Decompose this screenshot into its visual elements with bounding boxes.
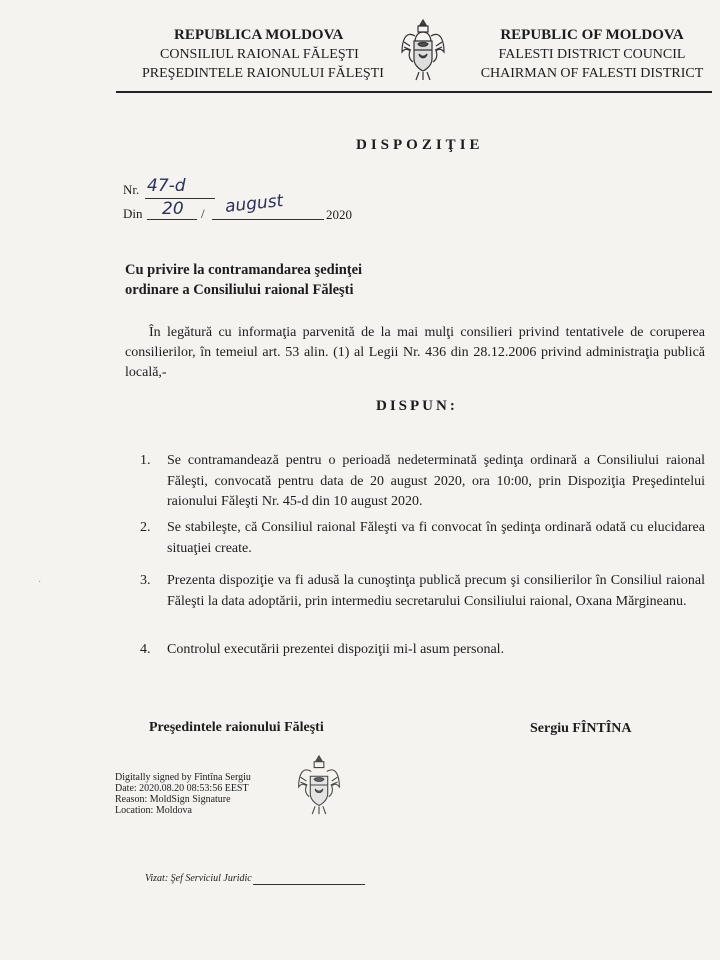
digital-location: Location: Moldova	[115, 805, 192, 816]
digital-signature-info	[115, 772, 251, 816]
list-item-text: Se contramandează pentru o perioadă nedeterminată şedinţa ordinară a Consiliului raional Făleşti, convocată pentru data de 20 august 2020, ora 10:00, prin Dispoziţia Preşedintelui raionului Făleşti Nr. 45-d din 10 august 2020.	[167, 453, 705, 509]
date-day: 20	[162, 199, 184, 219]
list-item-number: 4.	[140, 642, 151, 657]
list-item-text: Se stabileşte, că Consiliul raional Făleşti va fi convocat în şedinţa ordinară odată cu elucidarea situaţiei create.	[167, 520, 705, 556]
header-right-line3: CHAIRMAN OF FALESTI DISTRICT	[480, 66, 704, 81]
digital-signed-by: Digitally signed by Fîntîna Sergiu	[115, 772, 251, 783]
list-item	[140, 518, 705, 559]
header-right-line1: REPUBLIC OF MOLDOVA	[500, 27, 684, 43]
list-item	[140, 640, 705, 661]
header-left	[118, 27, 408, 82]
date-separator: /	[201, 206, 205, 221]
moldova-coat-of-arms-icon	[399, 16, 447, 84]
month-underline	[212, 219, 324, 220]
header-divider	[116, 91, 712, 93]
list-item-number: 2.	[140, 520, 151, 535]
list-item	[140, 571, 705, 612]
date-month: august	[224, 191, 285, 217]
list-item-text: Controlul executării prezentei dispoziţii mi-l asum personal.	[167, 642, 505, 657]
signatory-name: Sergiu FÎNTÎNA	[530, 721, 632, 736]
day-underline	[147, 219, 197, 220]
list-item-number: 3.	[140, 573, 151, 588]
header-left-line3: PREŞEDINTELE RAIONULUI FĂLEŞTI	[142, 66, 384, 81]
scan-speck: ·	[38, 577, 42, 588]
date-year: 2020	[326, 207, 352, 222]
document-title: DISPOZIŢIE	[356, 137, 484, 153]
subject	[125, 260, 362, 300]
subject-line1: Cu privire la contramandarea şedinţei	[125, 262, 363, 278]
vizat-underline	[253, 884, 365, 885]
number-value: 47-d	[147, 176, 186, 196]
vizat-label: Vizat: Şef Serviciul Juridic	[145, 873, 252, 884]
digital-reason: Reason: MoldSign Signature	[115, 794, 231, 805]
signatory-role: Preşedintele raionului Făleşti	[149, 720, 324, 735]
list-item	[140, 451, 705, 513]
digital-date: Date: 2020.08.20 08:53:56 EEST	[115, 783, 249, 794]
list-item-number: 1.	[140, 453, 151, 468]
subject-line2: ordinare a Consiliului raional Făleşti	[125, 282, 354, 298]
number-label: Nr.	[123, 182, 140, 197]
header-right-line2: FALESTI DISTRICT COUNCIL	[498, 47, 686, 62]
date-label: Din	[123, 206, 143, 221]
preamble: În legătură cu informaţia parvenită de la mai mulţi consilieri privind tentativele de coruperea consilierilor, în temeiul art. 53 alin. (1) al Legii Nr. 436 din 28.12.2006 privind administraţia publică locală,-	[125, 325, 705, 380]
header-right	[472, 27, 712, 82]
dispun-heading: DISPUN:	[376, 398, 458, 414]
header-left-line2: CONSILIUL RAIONAL FĂLEŞTI	[160, 47, 359, 62]
list-item-text: Prezenta dispoziţie va fi adusă la cunoştinţa publică precum şi consilierilor în Consiliul raional Făleşti la data adoptării, prin intermediu secretarului Consiliului raional, Oxana Mărgineanu.	[167, 573, 705, 609]
header-left-line1: REPUBLICA MOLDOVA	[174, 27, 344, 43]
signature-coat-of-arms-icon	[292, 752, 346, 818]
